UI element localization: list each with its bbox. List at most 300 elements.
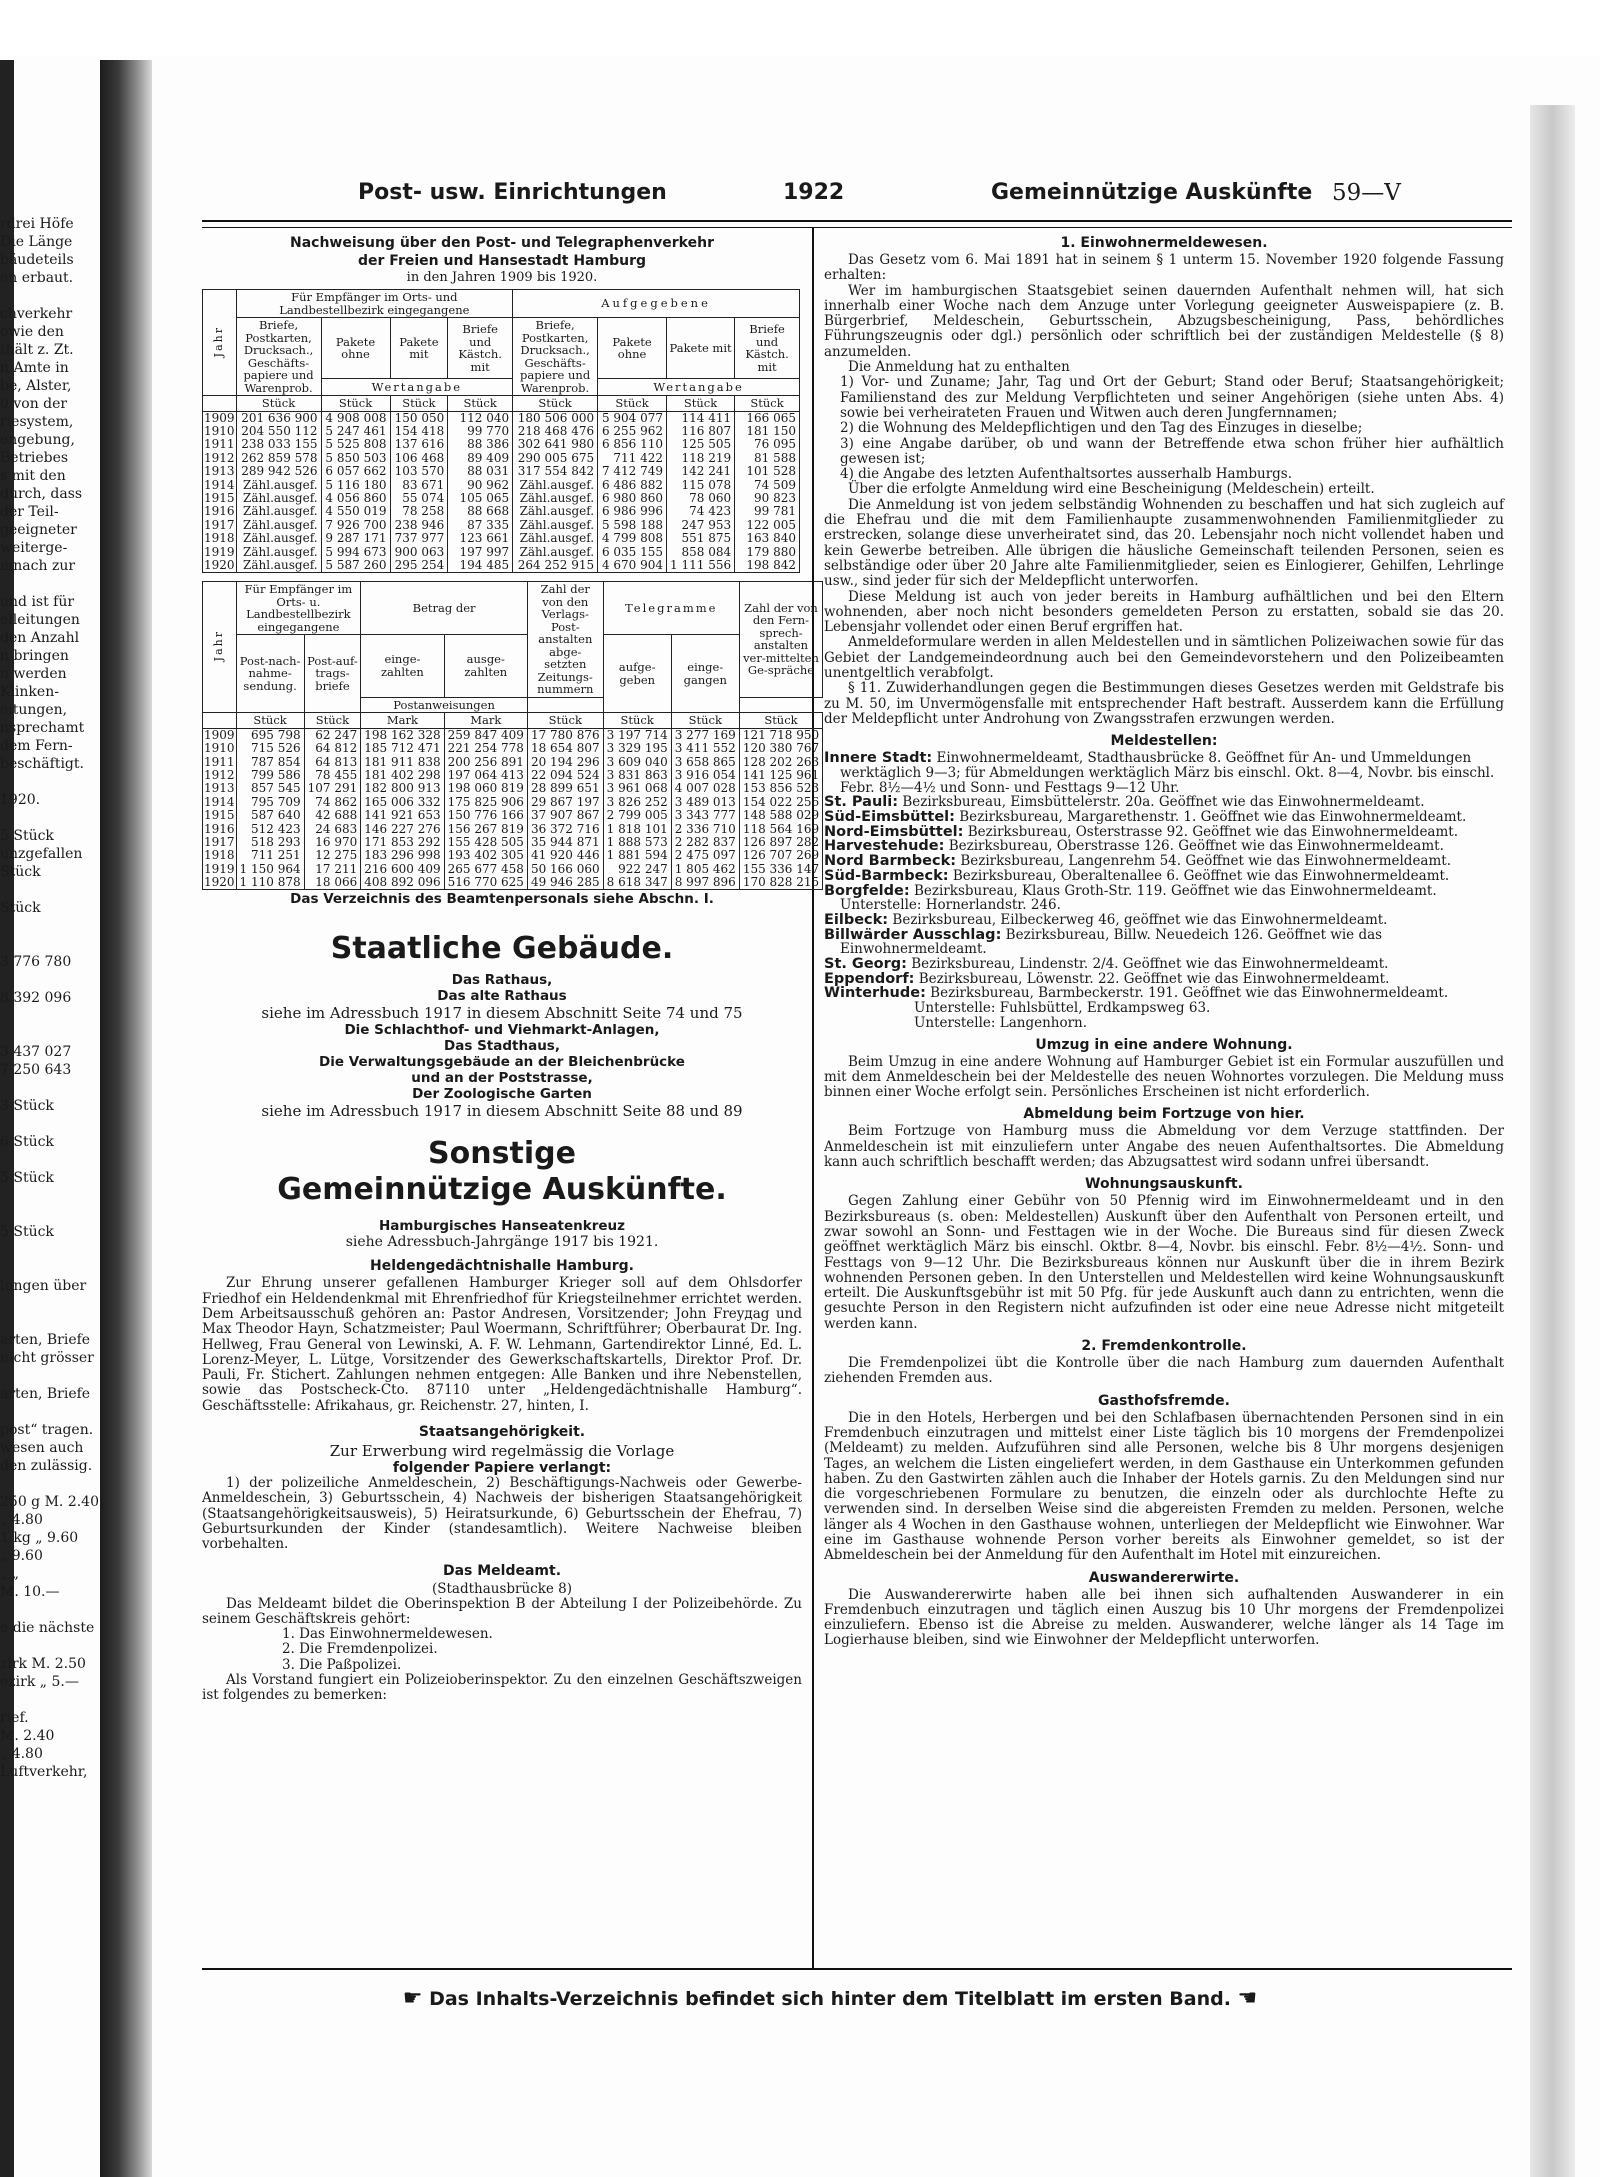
prev-page-line: n Amte in xyxy=(0,360,69,376)
th-letters: Briefe, Postkarten, Drucksach., Geschäfts-papiere und Warenprob. xyxy=(236,318,321,396)
prev-page-line xyxy=(0,917,100,935)
table-cell: 5 587 260 xyxy=(321,559,390,573)
unit: Stück xyxy=(513,396,598,412)
table-cell: 88 386 xyxy=(448,438,513,451)
table-cell: 88 031 xyxy=(448,465,513,478)
meldestelle-place: Eilbeck: xyxy=(824,911,889,928)
table-row xyxy=(203,769,823,782)
table-cell: 795 709 xyxy=(236,796,304,809)
table-row xyxy=(203,465,800,478)
table1-title: Nachweisung über den Post- und Telegraphenverkehr xyxy=(290,235,714,251)
th-value-declared-posted: Wertangabe xyxy=(598,379,800,396)
table-cell: 197 064 413 xyxy=(444,769,527,782)
table-row xyxy=(203,438,800,451)
prev-page-line: bäudeteils xyxy=(0,252,74,268)
unit xyxy=(203,396,237,412)
table-cell: 2 336 710 xyxy=(671,822,739,835)
prev-page-line: en erbaut. xyxy=(0,270,74,286)
table-row xyxy=(203,782,823,795)
unit: Mark xyxy=(444,713,527,729)
meldestelle-entry xyxy=(824,957,1504,972)
th-received: Für Empfänger im Orts- u. Landbestellbezirk eingegangene xyxy=(236,582,361,635)
table-cell: 171 853 292 xyxy=(361,836,444,849)
prev-page-line: dem Fern- xyxy=(0,738,73,754)
prev-page-line xyxy=(0,1637,100,1655)
meldestelle-entry xyxy=(824,986,1504,1001)
table-cell: 198 842 xyxy=(735,559,800,573)
prev-page-line: rdrei Höfe xyxy=(0,216,74,232)
prev-page-line: mnach zur xyxy=(0,558,76,574)
table-cell: 181 402 298 xyxy=(361,769,444,782)
th-telegrams: Telegramme xyxy=(603,582,739,635)
table-cell: 587 640 xyxy=(236,809,304,822)
table-cell: 121 718 950 xyxy=(739,728,822,742)
unit: Stück xyxy=(236,396,321,412)
th-group-received: Für Empfänger im Orts- und Landbestellbezirk eingegangene xyxy=(236,290,513,318)
hanseatenkreuz-text: siehe Adressbuch-Jahrgänge 1917 bis 1921. xyxy=(345,1234,659,1251)
prev-page-line: den Anzahl xyxy=(0,630,80,646)
table-cell: 3 277 169 xyxy=(671,728,739,742)
row-year: 1919 xyxy=(204,861,235,876)
table-cell: 408 892 096 xyxy=(361,876,444,890)
th-sent: aufge-geben xyxy=(603,635,671,713)
building-line: Die Schlachthof- und Viehmarkt-Anlagen, xyxy=(344,1022,660,1039)
prev-page-line xyxy=(0,773,100,791)
staatliche-title: Staatliche Gebäude. xyxy=(330,931,674,967)
meldestelle-details: Einwohnermeldeamt, Stadthausbrücke 8. Geöffnet für An- und Ummeldungen werktäglich 9—3; für Abmeldungen werktäglich März bis einschl. Okt. 8—4, Novbr. bis einschl. Febr. 8½—4½ und Sonn- und Festtags 9—12 Uhr. xyxy=(840,750,1495,796)
th-parcels-without-posted: Pakete ohne xyxy=(598,318,667,379)
table-cell: 302 641 980 xyxy=(513,438,598,451)
row-year: 1916 xyxy=(204,504,235,519)
table-cell: 156 267 819 xyxy=(444,822,527,835)
unit: Stück xyxy=(598,396,667,412)
prev-page-line xyxy=(0,1259,100,1277)
table-cell: 154 022 256 xyxy=(739,796,822,809)
prev-page-line: zirk M. 2.50 xyxy=(0,1656,86,1672)
building-line: und an der Poststrasse, xyxy=(411,1070,593,1087)
table-row xyxy=(203,728,823,742)
abmeldung-title: Abmeldung beim Fortzuge von hier. xyxy=(1023,1106,1305,1123)
row-year: 1912 xyxy=(204,450,235,465)
meldestellen-list xyxy=(824,751,1504,1001)
unit: Stück xyxy=(735,396,800,412)
pointing-hand-icon: ☚ xyxy=(1237,1986,1258,2011)
prev-page-line xyxy=(0,1691,100,1709)
meldestelle-place: Borgfelde: xyxy=(824,882,910,899)
table-cell: 3 197 714 xyxy=(603,728,671,742)
table-cell: 259 847 409 xyxy=(444,728,527,742)
meldestelle-details: Bezirksbureau, Margarethenstr. 1. Geöffnet wie das Einwohnermeldeamt. xyxy=(959,809,1467,826)
table-cell: 5 525 808 xyxy=(321,438,390,451)
table-cell: 6 856 110 xyxy=(598,438,667,451)
right-column xyxy=(824,232,1504,1649)
table-cell: 42 688 xyxy=(304,809,361,822)
row-year: 1909 xyxy=(204,727,235,742)
bottom-rule xyxy=(202,1968,1512,1970)
row-year: 1910 xyxy=(204,741,235,756)
prev-page-line xyxy=(0,1403,100,1421)
building-line: Das Rathaus, xyxy=(451,972,553,989)
prev-page-line: 3 437 027 xyxy=(0,1044,72,1060)
table-row xyxy=(203,505,800,518)
prev-page-line: durch, dass xyxy=(0,486,83,502)
table-cell: 83 671 xyxy=(390,478,448,491)
table-cell: 4 007 028 xyxy=(671,782,739,795)
th-letters-posted: Briefe, Postkarten, Drucksach., Geschäfts-papiere und Warenprob. xyxy=(513,318,598,396)
row-year: 1911 xyxy=(204,437,235,452)
table-cell: 123 661 xyxy=(448,532,513,545)
row-year: 1913 xyxy=(204,781,235,796)
requirement-item: 4) die Angabe des letzten Aufenthaltsortes ausserhalb Hamburgs. xyxy=(840,466,1293,483)
table-cell: 78 060 xyxy=(667,492,735,505)
wohnungsauskunft-title: Wohnungsauskunft. xyxy=(1085,1176,1243,1193)
prev-page-line: „ 4.80 xyxy=(0,1512,43,1528)
table-cell: 201 636 900 xyxy=(236,411,321,425)
table-cell: 115 078 xyxy=(667,478,735,491)
table-cell: 3 489 013 xyxy=(671,796,739,809)
running-head-year: 1922 xyxy=(783,180,845,205)
prev-page-line: eitungen, xyxy=(0,702,68,718)
prev-page-line: 1920. xyxy=(0,792,41,808)
meldestelle-place: Billwärder Ausschlag: xyxy=(824,926,1002,943)
prev-page-line xyxy=(0,1025,100,1043)
prev-page-line xyxy=(0,1475,100,1493)
table-cell: Zähl.ausgef. xyxy=(513,519,598,532)
prev-page-line xyxy=(0,935,100,953)
table-row xyxy=(203,836,823,849)
left-column xyxy=(202,234,820,1704)
table-cell: 4 550 019 xyxy=(321,505,390,518)
row-year: 1914 xyxy=(204,794,235,809)
running-head-left: Post- usw. Einrichtungen xyxy=(358,180,667,205)
meldeamt-title: Das Meldeamt. xyxy=(442,1562,562,1579)
table-cell: 1 805 462 xyxy=(671,863,739,876)
prev-page-line: der Teil- xyxy=(0,504,59,520)
table-row xyxy=(203,478,800,491)
table-cell: 2 282 837 xyxy=(671,836,739,849)
table-row xyxy=(203,863,823,876)
table-cell: 711 422 xyxy=(598,452,667,465)
table-cell: 90 823 xyxy=(735,492,800,505)
th-year: Jahr xyxy=(203,582,237,713)
prev-page-line: be, Alster, xyxy=(0,378,72,394)
table-cell: 5 904 077 xyxy=(598,411,667,425)
prev-page-line: nicht grösser xyxy=(0,1350,94,1366)
page-edge-shadow xyxy=(1530,105,1575,2177)
meldestelle-details: Bezirksbureau, Löwenstr. 22. Geöffnet wie das Einwohnermeldeamt. xyxy=(918,970,1390,987)
table-cell: 200 256 891 xyxy=(444,755,527,768)
table-cell: 5 994 673 xyxy=(321,545,390,558)
row-year: 1914 xyxy=(204,477,235,492)
table-cell: 290 005 675 xyxy=(513,452,598,465)
meldestelle-details: Bezirksbureau, Langenrehm 54. Geöffnet wie das Einwohnermeldeamt. xyxy=(960,853,1452,870)
table-cell: 238 033 155 xyxy=(236,438,321,451)
table-cell: 12 275 xyxy=(304,849,361,862)
auswandererwirte-text: Die Auswandererwirte haben alle bei ihnen sich aufhaltenden Auswanderer in ein Fremdenbuch einzutragen und täglich einen Auszug bis 10 Uhr morgens der Fremdenpolizei einzuliefern. Ebenso ist die Abreise zu melden. Auswanderer, welche länger als 14 Tage im Logierhause bleiben, sind wie Einwohner der Meldepflicht unterworfen. xyxy=(824,1586,1504,1649)
prev-page-line: nsprechamt xyxy=(0,720,85,736)
prev-page-line: arten, Briefe xyxy=(0,1386,91,1402)
prev-page-line xyxy=(0,1079,100,1097)
table-cell: 711 251 xyxy=(236,849,304,862)
prev-page-line: 8 392 096 xyxy=(0,990,72,1006)
table-cell: 3 411 552 xyxy=(671,742,739,755)
table-cell: 8 997 896 xyxy=(671,876,739,890)
prev-page-line: ezirk „ 5.— xyxy=(0,1674,79,1690)
table-cell: 106 468 xyxy=(390,452,448,465)
prev-page-line: Luftverkehr, xyxy=(0,1764,88,1780)
prev-page-line: owie den xyxy=(0,324,64,340)
table-cell: Zähl.ausgef. xyxy=(236,492,321,505)
meldestelle-details: Bezirksbureau, Barmbeckerstr. 191. Geöffnet wie das Einwohnermeldeamt. xyxy=(930,985,1449,1002)
gasthofsfremde-title: Gasthofsfremde. xyxy=(1098,1392,1230,1409)
th-order-letters: Post-auf-trags-briefe xyxy=(304,635,361,713)
table-cell: Zähl.ausgef. xyxy=(513,532,598,545)
table-cell: 5 850 503 xyxy=(321,452,390,465)
table-cell: 153 856 523 xyxy=(739,782,822,795)
prev-page-line: 3 776 780 xyxy=(0,954,72,970)
meldestelle-details: Bezirksbureau, Oberstrasse 126. Geöffnet wie das Einwohnermeldeamt. xyxy=(948,838,1444,855)
table-cell: 4 908 008 xyxy=(321,411,390,425)
row-year: 1917 xyxy=(204,835,235,849)
prev-page-line: n bringen xyxy=(0,648,69,664)
table-cell: 175 825 906 xyxy=(444,796,527,809)
post-traffic-table xyxy=(202,289,800,573)
table-cell: 141 921 653 xyxy=(361,809,444,822)
table-cell: 114 411 xyxy=(667,411,735,425)
prev-page-line xyxy=(0,1367,100,1385)
table-cell: 141 125 961 xyxy=(739,769,822,782)
table-cell: 17 780 876 xyxy=(527,728,603,742)
meldestelle-place: Süd-Eimsbüttel: xyxy=(824,809,955,826)
table-cell: 695 798 xyxy=(236,728,304,742)
th-phone-calls: Zahl der von den Fern-sprech-anstalten ver-mittelten Ge-spräche xyxy=(739,582,822,698)
prev-page-line: chverkehr xyxy=(0,306,73,322)
table-cell: 137 616 xyxy=(390,438,448,451)
table-cell: 55 074 xyxy=(390,492,448,505)
prev-page-line: post“ tragen. xyxy=(0,1422,94,1438)
column-divider xyxy=(812,228,814,1968)
meldestellen-title: Meldestellen: xyxy=(1110,733,1218,750)
unterstelle: Unterstelle: Langenhorn. xyxy=(914,1014,1088,1031)
requirement-item: 1) Vor- und Zuname; Jahr, Tag und Ort der Geburt; Stand oder Beruf; Staatsangehörigkeit; Familienstand des zur Meldung Verpflichteten und seiner Angehörigen (siehe unten Abs. 4) sowie bei verheirateten Frauen und Witwen auch deren Jungfernnamen; xyxy=(840,374,1504,421)
prev-page-line: n werden xyxy=(0,666,67,682)
table-cell: 238 946 xyxy=(390,519,448,532)
table-row xyxy=(203,532,800,545)
table-cell: 154 418 xyxy=(390,425,448,438)
th-paid-out: ausge-zahlten xyxy=(444,635,527,698)
table-cell: 317 554 842 xyxy=(513,465,598,478)
table-cell: 6 986 996 xyxy=(598,505,667,518)
table-cell: 74 862 xyxy=(304,796,361,809)
table-cell: 122 005 xyxy=(735,519,800,532)
table-row xyxy=(203,755,823,768)
table-cell: 181 150 xyxy=(735,425,800,438)
th-parcels-with: Pakete mit xyxy=(390,318,448,379)
unit: Stück xyxy=(671,713,739,729)
meldestelle-details: Bezirksbureau, Lindenstr. 2/4. Geöffnet wie das Einwohnermeldeamt. xyxy=(911,956,1389,973)
table-cell: 5 116 180 xyxy=(321,478,390,491)
meldestelle-place: Süd-Barmbeck: xyxy=(824,867,949,884)
table-cell: 3 343 777 xyxy=(671,809,739,822)
meldestelle-entry xyxy=(824,810,1504,825)
prev-page-line: s mit den xyxy=(0,468,66,484)
table-row xyxy=(203,492,800,505)
fremdenkontrolle-text: Die Fremdenpolizei übt die Kontrolle über die nach Hamburg zum dauernden Aufenthalt ziehenden Fremden aus. xyxy=(824,1355,1504,1387)
prev-page-line xyxy=(0,971,100,989)
table-cell: 155 428 505 xyxy=(444,836,527,849)
prev-page-line: elleitungen xyxy=(0,612,80,628)
table-cell: 50 166 060 xyxy=(527,863,603,876)
table-cell: 18 654 807 xyxy=(527,742,603,755)
table-row xyxy=(203,809,823,822)
row-year: 1918 xyxy=(204,848,235,863)
prev-page-line xyxy=(0,809,100,827)
table-cell: 799 586 xyxy=(236,769,304,782)
table-cell: 6 255 962 xyxy=(598,425,667,438)
table-cell: 76 095 xyxy=(735,438,800,451)
table-row xyxy=(203,822,823,835)
th-money-orders: Postanweisungen xyxy=(361,697,528,713)
staff-note: Das Verzeichnis des Beamtenpersonals siehe Abschn. I. xyxy=(290,891,714,908)
table-cell: 7 926 700 xyxy=(321,519,390,532)
th-cod: Post-nach-nahme-sendung. xyxy=(236,635,304,713)
table-cell: 148 588 029 xyxy=(739,809,822,822)
header-rule xyxy=(202,220,1512,222)
prev-page-line: „ 4.80 xyxy=(0,1746,43,1762)
building-line: Das Stadthaus, xyxy=(444,1038,560,1055)
meldestelle-entry xyxy=(824,972,1504,987)
table-cell: 2 475 097 xyxy=(671,849,739,862)
meldeamt-address: (Stadthausbrücke 8) xyxy=(431,1580,573,1597)
prev-page-line: 3 Stück xyxy=(0,1098,54,1114)
table-cell: 35 944 871 xyxy=(527,836,603,849)
table-cell: 6 980 860 xyxy=(598,492,667,505)
table-cell: 1 110 878 xyxy=(236,876,304,890)
header-rule-thin xyxy=(202,227,1512,228)
prev-page-line: Stück xyxy=(0,864,41,880)
wohnungsauskunft-text: Gegen Zahlung einer Gebühr von 50 Pfennig wird im Einwohnermeldeamt und in den Bezirksbureaus (s. oben: Meldestellen) Auskunft über den Aufenthalt von Personen erteilt, und zwar sowohl an Sonn- und Festtagen wie in der Woche. Die Bureaus sind für diesen Zweck geöffnet werktäglich März bis einschl. Oktbr. 8—4, Novbr. bis einschl. Febr. 8½—4½. Sonn- und Festtags von 9—12 Uhr. Die Bezirksbureaus können nur Auskunft über die in ihrem Bezirk wohnenden Personen geben. In den Unterstellen und Meldestellen wird keine Wohnungsauskunft erteilt. Die Auskunftsgebühr ist mit 50 Pfg. für jede Auskunft auch dann zu entrichten, wenn die gesuchte Person in den Registern nicht aufzufinden ist oder eine neue Adresse nicht mitgeteilt werden kann. xyxy=(824,1193,1504,1332)
unterstelle: Unterstelle: Fuhlsbüttel, Erdkampsweg 63. xyxy=(914,1000,1211,1017)
einwohnermeldewesen-text: Das Gesetz vom 6. Mai 1891 hat in seinem § 1 unterm 15. November 1920 folgende Fassung erhalten: Wer im hamburgischen Staatsgebiet seinen dauernden Aufenthalt nehmen will, hat sich innerhalb einer Woche nach dem Anzuge unter Vorlegung geeigneter Ausweispapiere (z. B. Bürgerbrief, Meldeschein, Geburtsschein, Abzugsbescheinigung, Pass, behördliches Führungszeugnis oder dgl.) persönlich oder schriftlich bei der zuständigen Meldestelle (§ 8) anzumelden. Die Anmeldung hat zu enthalten 1) Vor- und Zuname; Jahr, Tag und Ort der Geburt; Stand oder Beruf; Staatsangehörigkeit; Familienstand des zur Meldung Verpflichteten und seiner Angehörigen (siehe unten Abs. 4) sowie bei verheirateten Frauen und Witwen auch deren Jungfernnamen; 2) die Wohnung des Meldepflichtigen und den Tag des Einzuges in dieselbe; 3) eine Angabe darüber, ob und wann der Betreffende etwa schon früher hier aufhältlich gewesen ist; 4) die Angabe des letzten Aufenthaltsortes ausserhalb Hamburgs. Über die erfolgte Anmeldung wird eine Bescheinigung (Meldeschein) erteilt. Die Anmeldung ist von jedem selbständig Wohnenden zu beschaffen und hat sich zugleich auf die Ehefrau und die mit dem Familienhaupte zusammenwohnenden Familienmitglieder zu erstrecken, solange diese unverheiratet sind, das 20. Lebensjahr noch nicht vollendet haben und kein Gewerbe betreiben. Alle übrigen die häusliche Gemeinschaft teilenden Personen, seien es selbständige oder über 20 Jahre alte Familienmitglieder, seien es Einlogierer, Gehilfen, Lehrlinge usw., sind jeder für sich der Meldepflicht unterworfen. Diese Meldung ist auch von jeder bereits in Hamburg aufhältlichen und bei den Eltern wohnenden, aber noch nicht besonders gemeldeten Person zu erstatten, sobald sie das 20. Lebensjahr vollendet oder einen Beruf ergriffen hat. Anmeldeformulare werden in allen Meldestellen und in sämtlichen Polizeiwachen sowie für das Gebiet der Landgemeindeordnung auch bei den Gemeindevorstehern und den Polizeibeamten unentgeltlich verabfolgt. § 11. Zuwiderhandlungen gegen die Bestimmungen dieses Gesetzes werden mit Geldstrafe bis zu M. 50, im Unvermögensfalle mit entsprechender Haft bestraft. Ausserdem kann die Erfüllung der Meldepflicht unter Androhung von Zwangsstrafen erzwungen werden. xyxy=(824,252,1504,727)
table-cell: 20 194 296 xyxy=(527,755,603,768)
table-cell: 247 953 xyxy=(667,519,735,532)
table-cell: Zähl.ausgef. xyxy=(513,545,598,558)
table-cell: 37 907 867 xyxy=(527,809,603,822)
prev-page-line: 7 250 643 xyxy=(0,1062,72,1078)
table-cell: 551 875 xyxy=(667,532,735,545)
table-cell: 1 888 573 xyxy=(603,836,671,849)
prev-page-line: unzgefallen xyxy=(0,846,83,862)
table-cell: 787 854 xyxy=(236,755,304,768)
table-row xyxy=(203,876,823,890)
unit: Stück xyxy=(390,396,448,412)
table-cell: 118 564 169 xyxy=(739,822,822,835)
unit: Stück xyxy=(667,396,735,412)
sonstige-title: Sonstige xyxy=(428,1136,576,1172)
table-cell: 1 881 594 xyxy=(603,849,671,862)
table-row xyxy=(203,452,800,465)
table-cell: 4 799 808 xyxy=(598,532,667,545)
table-cell: 194 485 xyxy=(448,559,513,573)
table-cell: 737 977 xyxy=(390,532,448,545)
prev-page-line: riesystem, xyxy=(0,414,74,430)
staatsangehoerigkeit-line: folgender Papiere verlangt: xyxy=(392,1460,612,1477)
table-cell: 22 094 524 xyxy=(527,769,603,782)
unit: Stück xyxy=(603,713,671,729)
table-cell: 6 486 882 xyxy=(598,478,667,491)
prev-page-line: 0 von der xyxy=(0,396,68,412)
table-cell: 150 050 xyxy=(390,411,448,425)
table-cell: 163 840 xyxy=(735,532,800,545)
table-row xyxy=(203,425,800,438)
row-year: 1920 xyxy=(204,557,235,572)
table-cell: 107 291 xyxy=(304,782,361,795)
meldestelle-entry xyxy=(824,869,1504,884)
table-cell: 183 296 998 xyxy=(361,849,444,862)
table-cell: 142 241 xyxy=(667,465,735,478)
table-cell: 64 813 xyxy=(304,755,361,768)
prev-page-line xyxy=(0,1115,100,1133)
table-cell: 3 329 195 xyxy=(603,742,671,755)
gasthofsfremde-text: Die in den Hotels, Herbergen und bei den Schlafbasen übernachtenden Personen sind in ein Fremdenbuch einzutragen und mittelst einer Liste täglich bis 10 morgens der Fremdenpolizei (Meldeamt) zu melden. Aufzuführen sind alle Personen, welche bis 8 Uhr morgens desjenigen Tages, an welchem die Listen eingeliefert werden, in dem Gasthause ein Unterkommen gefunden haben. Zu den Gastwirten zählen auch die Inhaber der Hotels garnis. Zu den Meldungen sind nur die vorgeschriebenen Formulare zu benutzen, die einzeln oder als durchlochte Hefte zu verwenden sind. In derselben Weise sind die abgereisten Fremden zu melden. Personen, welche länger als 4 Wochen in den Gasthause wohnen, unterliegen der Meldepflicht wie Einwohner. War eine im Gasthause wohnende Person vorher bereits als Einwohner gemeldet, so ist der Abmeldeschein bei der Anmeldung für den Aufenthalt im Hotel mit einzureichen. xyxy=(824,1409,1504,1564)
table-cell: 49 946 285 xyxy=(527,876,603,890)
table-cell: 516 770 625 xyxy=(444,876,527,890)
row-year: 1911 xyxy=(204,754,235,769)
table-cell: 62 247 xyxy=(304,728,361,742)
umzug-title: Umzug in eine andere Wohnung. xyxy=(1035,1036,1293,1053)
scan-border xyxy=(0,0,1600,55)
table-cell: 858 084 xyxy=(667,545,735,558)
prev-page-line: „ 9.60 xyxy=(0,1548,43,1564)
table-cell: 289 942 526 xyxy=(236,465,321,478)
table-cell: Zähl.ausgef. xyxy=(236,505,321,518)
th-newspapers: Zahl der von den Verlags-Post-anstalten abge-setzten Zeitungs-nummern xyxy=(527,582,603,698)
meldestelle-place: Nord-Eimsbüttel: xyxy=(824,823,964,840)
prev-page-line: geeigneter xyxy=(0,522,77,538)
prev-page-line: 5 Stück xyxy=(0,1224,54,1240)
fremdenkontrolle-title: 2. Fremdenkontrolle. xyxy=(1081,1338,1247,1355)
table-cell: 118 219 xyxy=(667,452,735,465)
th-year: Jahr xyxy=(203,290,237,396)
meldestelle-entry xyxy=(824,825,1504,840)
requirement-item: 2) die Wohnung des Meldepflichtigen und den Tag des Einzuges in dieselbe; xyxy=(840,420,1363,437)
prev-page-line xyxy=(0,881,100,899)
prev-page-line xyxy=(0,1007,100,1025)
meldestelle-details: Bezirksbureau, Klaus Groth-Str. 119. Geöffnet wie das Einwohnermeldeamt. Unterstelle: Hornerlandstr. 246. xyxy=(840,882,1437,914)
table-cell: 170 828 215 xyxy=(739,876,822,890)
prev-page-line: und ist für xyxy=(0,594,75,610)
meldestelle-entry xyxy=(824,884,1504,913)
footer-text: Das Inhalts-Verzeichnis befindet sich hinter dem Titelblatt im ersten Band. xyxy=(429,1988,1231,2010)
th-value-declared: Wertangabe xyxy=(321,379,513,396)
table-cell: 112 040 xyxy=(448,411,513,425)
table-row xyxy=(203,849,823,862)
row-year: 1910 xyxy=(204,424,235,439)
meldestelle-entry xyxy=(824,928,1504,957)
staatsangehoerigkeit-title: Staatsangehörigkeit. xyxy=(418,1424,586,1441)
meldestelle-details: Bezirksbureau, Osterstrasse 92. Geöffnet wie das Einwohnermeldeamt. xyxy=(967,823,1458,840)
table-cell: 180 506 000 xyxy=(513,411,598,425)
row-year: 1913 xyxy=(204,464,235,479)
meldestelle-place: Winterhude: xyxy=(824,985,926,1002)
prev-page-line xyxy=(0,1601,100,1619)
table-cell: 105 065 xyxy=(448,492,513,505)
table-cell: 64 812 xyxy=(304,742,361,755)
table-cell: 3 609 040 xyxy=(603,755,671,768)
prev-page-line xyxy=(0,575,100,593)
th-received-tel: einge-gangen xyxy=(671,635,739,713)
heldengedaechtnis-title: Heldengedächtnishalle Hamburg. xyxy=(370,1258,634,1275)
